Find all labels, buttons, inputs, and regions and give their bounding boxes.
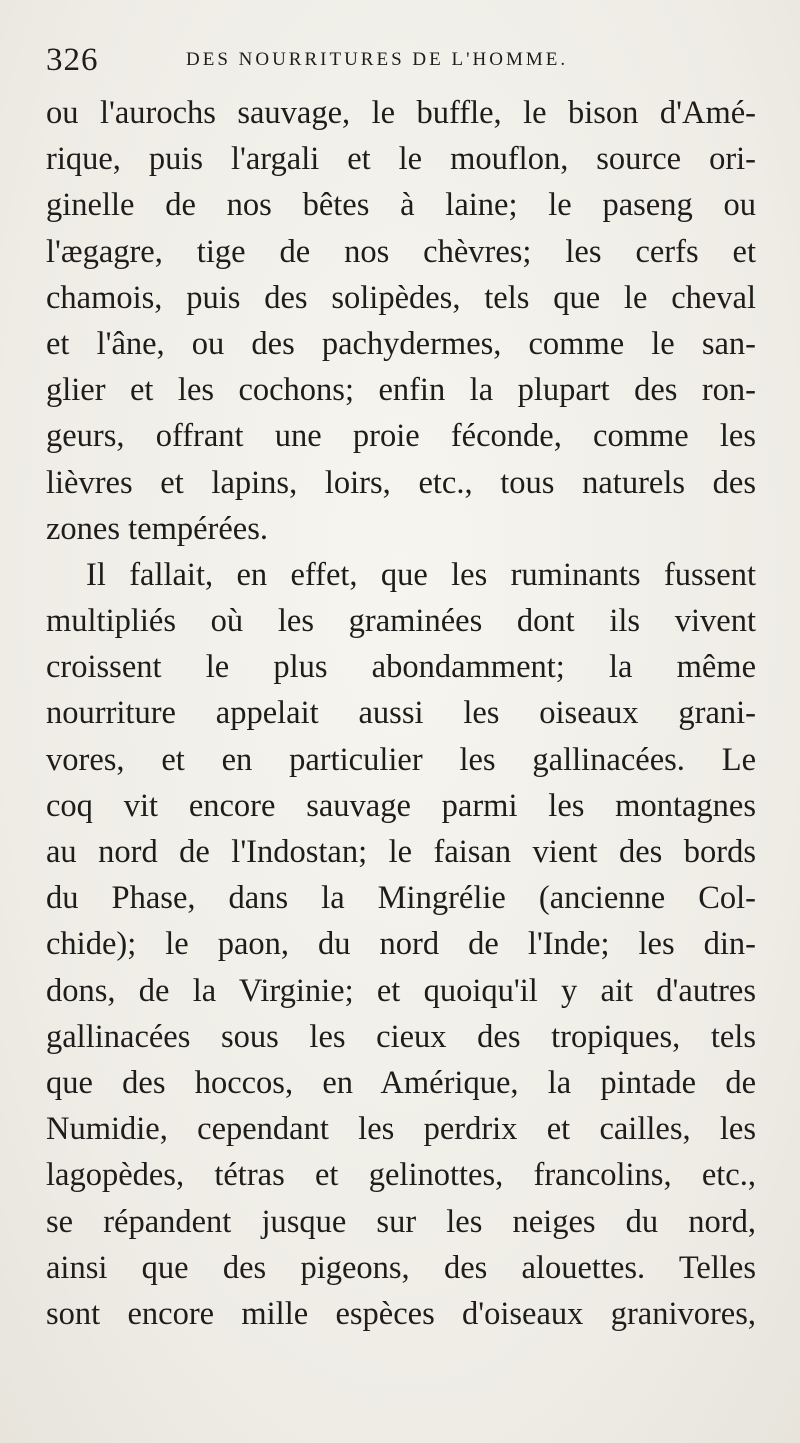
paragraph-end-line: zones tempérées.: [46, 510, 268, 547]
running-head: [46, 40, 756, 80]
page-number: 326: [46, 42, 99, 78]
body-text: [46, 90, 756, 1337]
text-line: geurs, offrant une proie féconde, comme les: [46, 418, 756, 455]
text-line: sont encore mille espèces d'oiseaux granivores,: [46, 1295, 756, 1332]
text-line: lièvres et lapins, loirs, etc., tous naturels des: [46, 464, 756, 501]
text-line: croissent le plus abondamment; la même: [46, 649, 756, 686]
text-line: ginelle de nos bêtes à laine; le paseng ou: [46, 187, 756, 224]
text-line: l'ægagre, tige de nos chèvres; les cerfs et: [46, 233, 756, 270]
text-line: rique, puis l'argali et le mouflon, source ori-: [46, 141, 756, 178]
text-line: du Phase, dans la Mingrélie (ancienne Col-: [46, 880, 756, 917]
text-line: au nord de l'Indostan; le faisan vient des bords: [46, 834, 756, 870]
running-head-title: DES NOURRITURES DE L'HOMME.: [186, 49, 569, 70]
text-line: dons, de la Virginie; et quoiqu'il y ait d'autres: [46, 972, 756, 1009]
text-line: vores, et en particulier les gallinacées. Le: [46, 741, 756, 778]
text-line: Numidie, cependant les perdrix et cailles, les: [46, 1111, 756, 1148]
text-line: multipliés où les graminées dont ils vivent: [46, 603, 756, 640]
text-line: lagopèdes, tétras et gelinottes, francolins, etc.,: [46, 1157, 756, 1194]
text-line: glier et les cochons; enfin la plupart des ron-: [46, 372, 756, 409]
text-line: et l'âne, ou des pachydermes, comme le san-: [46, 325, 756, 362]
text-line: se répandent jusque sur les neiges du nord,: [46, 1203, 756, 1240]
text-line: chide); le paon, du nord de l'Inde; les din-: [46, 926, 756, 963]
text-line: gallinacées sous les cieux des tropiques, tels: [46, 1018, 756, 1055]
text-line: ou l'aurochs sauvage, le buffle, le bison d'Amé-: [46, 95, 756, 131]
text-line: ainsi que des pigeons, des alouettes. Telles: [46, 1249, 756, 1286]
text-line: nourriture appelait aussi les oiseaux grani-: [46, 695, 756, 732]
text-line: que des hoccos, en Amérique, la pintade de: [46, 1064, 756, 1101]
text-line: chamois, puis des solipèdes, tels que le cheval: [46, 279, 756, 316]
text-line: coq vit encore sauvage parmi les montagnes: [46, 787, 756, 824]
paragraph-start-line: Il fallait, en effet, que les ruminants fussent: [86, 556, 756, 593]
